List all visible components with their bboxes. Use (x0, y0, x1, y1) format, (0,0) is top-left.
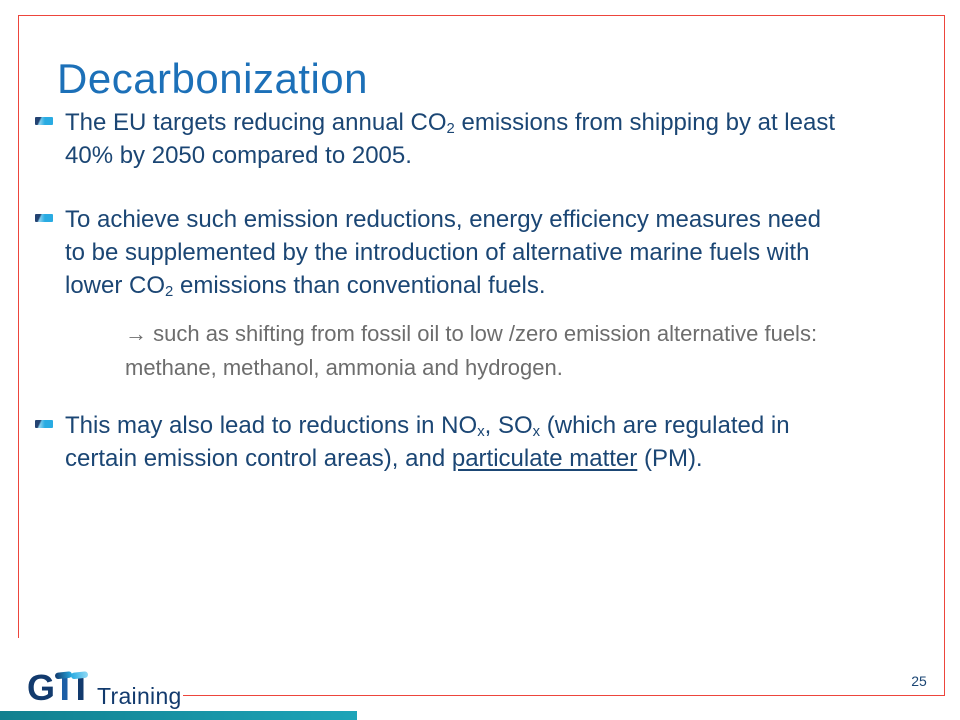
footer-accent-bar (0, 711, 357, 720)
bullet (33, 106, 928, 172)
svg-text:G: G (27, 668, 56, 708)
bullet (33, 409, 928, 475)
bullet-dash-icon (35, 117, 53, 125)
bullet-text: To achieve such emission reductions, energy efficiency measures need to be supplemented by the introduction of alternative marine fuels with lower $CO_2$ emissions than conventional fuels. (65, 206, 821, 300)
sub-bullet (125, 317, 928, 385)
logo-training-label: Training (97, 683, 182, 709)
bullet-list (33, 106, 928, 475)
bullet (33, 203, 928, 302)
bullet-text: This may also lead to reductions in $NO_x$, $SO_x$ (which are regulated in certain emission control areas), and particulate matter (PM). (65, 412, 790, 472)
bullet-dash-icon (35, 214, 53, 222)
bullet-text: The EU targets reducing annual $CO_2$ emissions from shipping by at least 40% by 2050 compared to 2005. (65, 109, 835, 169)
page-number: 25 (911, 673, 927, 689)
gtt-logo-icon (27, 668, 91, 713)
gtt-training-logo (27, 668, 182, 713)
bullet-text: → such as shifting from fossil oil to low /zero emission alternative fuels: methane, methanol, ammonia and hydrogen. (125, 321, 818, 380)
page-title: Decarbonization (57, 55, 369, 103)
bullet-dash-icon (35, 420, 53, 428)
